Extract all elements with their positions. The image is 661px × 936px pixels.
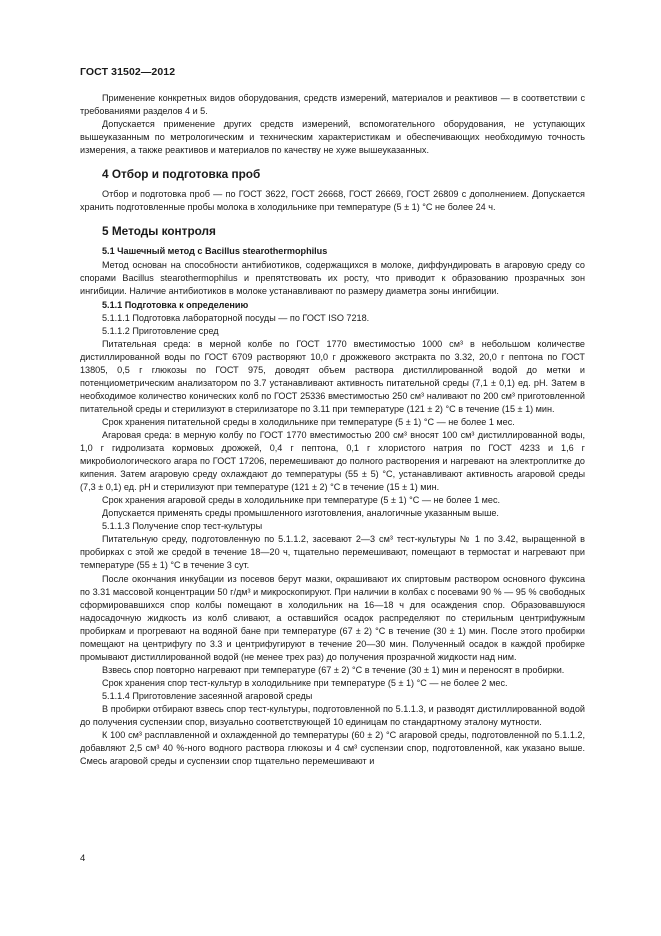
paragraph: Допускается применять среды промышленного изготовления, аналогичные указанным выше. xyxy=(102,508,499,519)
page-content xyxy=(80,92,585,768)
section-4-title: 4 Отбор и подготовка проб xyxy=(102,167,261,182)
paragraph: Взвесь спор повторно нагревают при температуре (67 ± 2) °С в течение (30 ± 1) мин и переносят в пробирки. xyxy=(102,664,565,675)
subsection-5-1-title: 5.1 Чашечный метод с Bacillus stearothermophilus xyxy=(102,246,328,257)
paragraph: 5.1.1.4 Приготовление засеянной агаровой среды xyxy=(102,690,313,701)
paragraph: 5.1.1.2 Приготовление сред xyxy=(102,325,219,336)
paragraph: К 100 см³ расплавленной и охлажденной до температуры (60 ± 2) °С агаровой среды, подготовленной по 5.1.1.2, добавляют 2,5 см³ 40 %-ного водного раствора глюкозы и 4 см³ суспензии спор, подготовленной, как указано выше. Смесь агаровой среды и суспензии спор тщательно перемешивают и xyxy=(80,730,585,767)
paragraph: Допускается применение других средств измерений, вспомогательного оборудования, не уступающих вышеуказанным по метрологическим и техническим характеристикам и обеспечивающих необходимую точность измерения, а также реактивов и материалов по качеству не хуже вышеуказанных. xyxy=(80,119,585,156)
paragraph: Метод основан на способности антибиотиков, содержащихся в молоке, диффундировать в агаровую среду со спорами Bacillus stearothermophilus и препятствовать их росту, что приводит к образованию прозрачных зон ингибиции. Наличие антибиотиков в молоке устанавливают по размеру диаметра зоны ингибиции. xyxy=(80,260,585,297)
paragraph: Агаровая среда: в мерную колбу по ГОСТ 1770 вместимостью 200 см³ вносят 100 см³ дистиллированной воды, 1,0 г гидролизата кормовых дрожжей, 0,4 г пептона, 0,1 г хлористого натрия по ГОСТ 4233 и 1,6 г микробиологического агара по ГОСТ 17206, перемешивают до полного растворения и нагревают на электроплитке до кипения. Затем агаровую среду охлаждают до температуры (55 ± 5) °С, устанавливают активность агаровой среды (7,3 ± 0,1) ед. рН и стерилизуют при температуре (121 ± 2) °С в течение (15 ± 1) мин. xyxy=(80,429,585,493)
paragraph: Питательная среда: в мерной колбе по ГОСТ 1770 вместимостью 1000 см³ в небольшом количестве дистиллированной воды по ГОСТ 6709 растворяют 10,0 г дрожжевого экстракта по 3.32, 20,0 г пептона по ГОСТ 13805, 0,5 г глюкозы по ГОСТ 975, доводят объем раствора дистиллированной водой до метки и потенциометрическим анализатором по 3.7 устанавливают активность питательной среды (7,1 ± 0,1) ед. рН. Затем в необходимое количество конических колб по ГОСТ 25336 вместимостью 250 см³ наливают по 200 см³ приготовленной питательной среды и стерилизуют в стерилизаторе по 3.11 при температуре (121 ± 2) °С в течение (15 ± 1) мин. xyxy=(80,338,585,414)
document-header: ГОСТ 31502—2012 xyxy=(80,66,176,78)
paragraph: Питательную среду, подготовленную по 5.1.1.2, засевают 2—3 см³ тест-культуры № 1 по 3.42, выращенной в пробирках с этой же средой в течение 18—20 ч, тщательно перемешивают, помещают в термостат и нагревают при температуре (55 ± 1) °С в течение 3 сут. xyxy=(80,534,585,571)
page-number: 4 xyxy=(80,853,86,864)
paragraph: Применение конкретных видов оборудования, средств измерений, материалов и реактивов — в соответствии с требованиями разделов 4 и 5. xyxy=(80,93,585,117)
paragraph: Срок хранения питательной среды в холодильнике при температуре (5 ± 1) °С — не более 1 мес. xyxy=(102,416,515,427)
paragraph: После окончания инкубации из посевов берут мазки, окрашивают их спиртовым раствором основного фуксина по 3.31 массовой концентрации 50 г/дм³ и микроскопируют. При наличии в колбах с посевами 90 % — 95 % свободных сформировавшихся спор колбы помещают в холодильник на 16—18 ч для осаждения спор. Образовавшуюся надосадочную жидкость из колб сливают, а оставшийся осадок распределяют по стерильным центрифужным пробиркам и прогревают на водяной бане при температуре (67 ± 2) °С в течение (30 ± 1) мин. После этого пробирки помещают на центрифугу по 3.3 и центрифугируют в течение 20—30 мин. Полученный осадок в каждой пробирке промывают дистиллированной водой (не менее трех раз) до получения прозрачной жидкости над ним. xyxy=(80,573,585,662)
section-5-title: 5 Методы контроля xyxy=(102,224,216,239)
paragraph: Срок хранения спор тест-культур в холодильнике при температуре (5 ± 1) °С — не более 2 мес. xyxy=(102,677,508,688)
paragraph: Срок хранения агаровой среды в холодильнике при температуре (5 ± 1) °С — не более 1 мес. xyxy=(102,495,501,506)
subsection-5-1-1-title: 5.1.1 Подготовка к определению xyxy=(102,299,249,310)
paragraph: Отбор и подготовка проб — по ГОСТ 3622, ГОСТ 26668, ГОСТ 26669, ГОСТ 26809 с дополнением. Допускается хранить подготовленные пробы молока в холодильнике при температуре (5 ± 1) °С не более 24 ч. xyxy=(80,189,585,213)
paragraph: В пробирки отбирают взвесь спор тест-культуры, подготовленной по 5.1.1.3, и разводят дистиллированной водой до получения суспензии спор, визуально соответствующей 10 единицам по стандартному эталону мутности. xyxy=(80,703,585,728)
paragraph: 5.1.1.3 Получение спор тест-культуры xyxy=(102,521,263,532)
paragraph: 5.1.1.1 Подготовка лабораторной посуды — по ГОСТ ISO 7218. xyxy=(102,312,370,323)
